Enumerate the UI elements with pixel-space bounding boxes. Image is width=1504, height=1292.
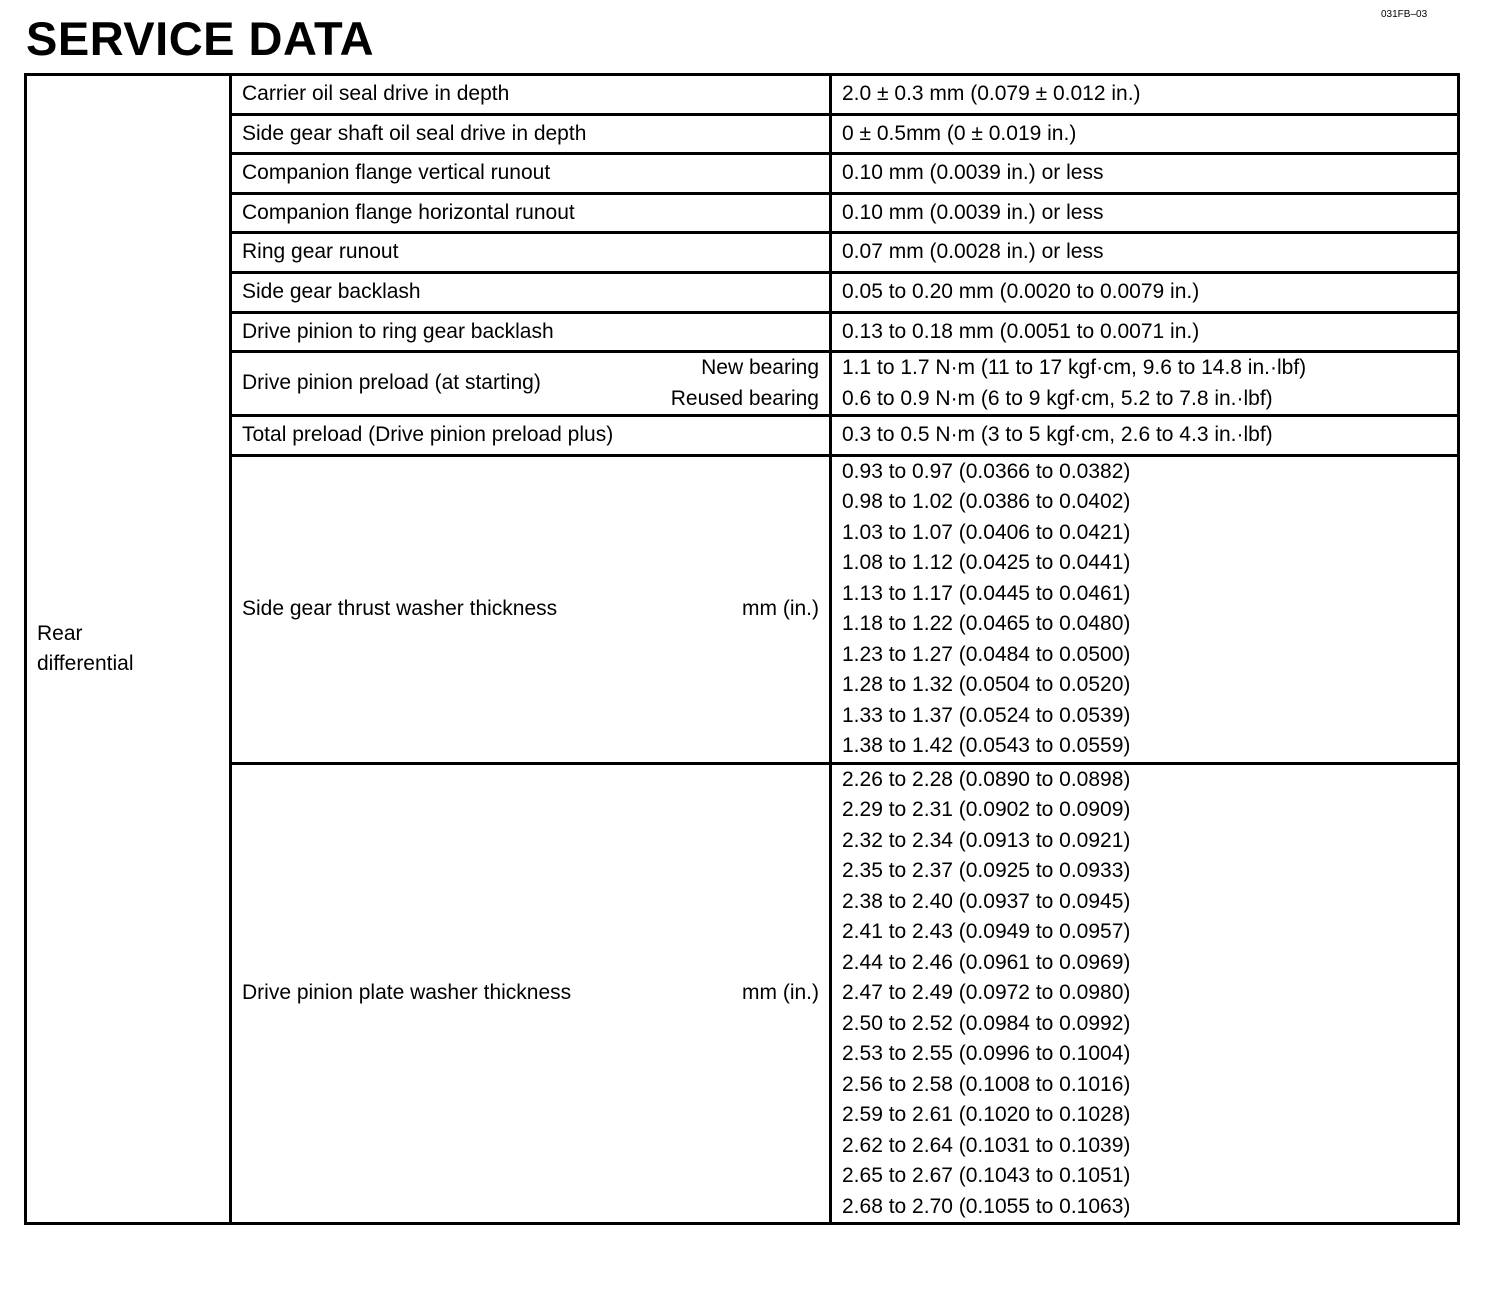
item-cell bbox=[231, 455, 831, 763]
table-row bbox=[26, 312, 1459, 352]
item-cell: Drive pinion to ring gear backlash bbox=[231, 312, 831, 352]
value-cell: 0.13 to 0.18 mm (0.0051 to 0.0071 in.) bbox=[831, 312, 1459, 352]
table-row bbox=[26, 233, 1459, 273]
table-row-thrust-washer bbox=[26, 455, 1459, 763]
value-cell: 0 ± 0.5mm (0 ± 0.019 in.) bbox=[831, 114, 1459, 154]
thrust-washer-value: 1.08 to 1.12 (0.0425 to 0.0441) bbox=[842, 551, 1131, 575]
plate-washer-label: Drive pinion plate washer thickness bbox=[242, 981, 572, 1005]
plate-washer-value: 2.38 to 2.40 (0.0937 to 0.0945) bbox=[842, 889, 1131, 913]
document-code: 031FB–03 bbox=[1381, 9, 1428, 20]
thrust-washer-value: 1.03 to 1.07 (0.0406 to 0.0421) bbox=[842, 520, 1131, 544]
table-row bbox=[26, 75, 1459, 115]
preload-value: 0.6 to 0.9 N·m (6 to 9 kgf·cm, 5.2 to 7.8 in.·lbf) bbox=[842, 386, 1273, 410]
unit-label: mm (in.) bbox=[742, 981, 819, 1005]
plate-washer-value: 2.59 to 2.61 (0.1020 to 0.1028) bbox=[842, 1103, 1131, 1127]
item-cell: Side gear backlash bbox=[231, 272, 831, 312]
category-label: Rear bbox=[37, 621, 83, 645]
item-cell bbox=[231, 352, 831, 416]
thrust-washer-value: 0.93 to 0.97 (0.0366 to 0.0382) bbox=[842, 459, 1131, 483]
plate-washer-value: 2.53 to 2.55 (0.0996 to 0.1004) bbox=[842, 1042, 1131, 1066]
condition-label: Reused bearing bbox=[670, 386, 819, 410]
plate-washer-value: 2.26 to 2.28 (0.0890 to 0.0898) bbox=[842, 767, 1131, 791]
value-cell: 0.05 to 0.20 mm (0.0020 to 0.0079 in.) bbox=[831, 272, 1459, 312]
plate-washer-value: 2.44 to 2.46 (0.0961 to 0.0969) bbox=[842, 950, 1131, 974]
thrust-washer-value: 1.13 to 1.17 (0.0445 to 0.0461) bbox=[842, 581, 1131, 605]
page-title: SERVICE DATA bbox=[26, 12, 375, 65]
plate-washer-value: 2.68 to 2.70 (0.1055 to 0.1063) bbox=[842, 1194, 1131, 1218]
thrust-washer-label: Side gear thrust washer thickness bbox=[242, 597, 558, 620]
thrust-washer-value: 1.33 to 1.37 (0.0524 to 0.0539) bbox=[842, 703, 1131, 727]
category-label: differential bbox=[37, 652, 134, 676]
value-cell: 2.0 ± 0.3 mm (0.079 ± 0.012 in.) bbox=[831, 75, 1459, 115]
item-cell: Ring gear runout bbox=[231, 233, 831, 273]
table-row bbox=[26, 154, 1459, 194]
plate-washer-value: 2.50 to 2.52 (0.0984 to 0.0992) bbox=[842, 1011, 1131, 1035]
plate-washer-value: 2.56 to 2.58 (0.1008 to 0.1016) bbox=[842, 1072, 1131, 1096]
table-row bbox=[26, 114, 1459, 154]
value-cell: 0.10 mm (0.0039 in.) or less bbox=[831, 193, 1459, 233]
plate-washer-value: 2.62 to 2.64 (0.1031 to 0.1039) bbox=[842, 1133, 1131, 1157]
value-cell bbox=[831, 455, 1459, 763]
item-cell: Companion flange horizontal runout bbox=[231, 193, 831, 233]
preload-item-label: Drive pinion preload (at starting) bbox=[242, 371, 541, 395]
category-cell bbox=[26, 75, 231, 1224]
item-cell bbox=[231, 763, 831, 1224]
value-cell: 0.10 mm (0.0039 in.) or less bbox=[831, 154, 1459, 194]
item-cell: Carrier oil seal drive in depth bbox=[231, 75, 831, 115]
thrust-washer-value: 1.38 to 1.42 (0.0543 to 0.0559) bbox=[842, 734, 1131, 758]
table-row-plate-washer bbox=[26, 763, 1459, 1224]
item-cell: Total preload (Drive pinion preload plus) bbox=[231, 416, 831, 456]
preload-value: 1.1 to 1.7 N·m (11 to 17 kgf·cm, 9.6 to 14.8 in.·lbf) bbox=[842, 356, 1307, 380]
condition-label: New bearing bbox=[701, 356, 819, 380]
table-row bbox=[26, 193, 1459, 233]
table-row bbox=[26, 416, 1459, 456]
item-cell: Companion flange vertical runout bbox=[231, 154, 831, 194]
value-cell bbox=[831, 763, 1459, 1224]
plate-washer-value: 2.32 to 2.34 (0.0913 to 0.0921) bbox=[842, 828, 1131, 852]
value-cell: 0.3 to 0.5 N·m (3 to 5 kgf·cm, 2.6 to 4.3 in.·lbf) bbox=[831, 416, 1459, 456]
value-cell bbox=[831, 352, 1459, 416]
plate-washer-value: 2.47 to 2.49 (0.0972 to 0.0980) bbox=[842, 981, 1131, 1005]
value-cell: 0.07 mm (0.0028 in.) or less bbox=[831, 233, 1459, 273]
thrust-washer-value: 1.18 to 1.22 (0.0465 to 0.0480) bbox=[842, 612, 1131, 636]
plate-washer-value: 2.29 to 2.31 (0.0902 to 0.0909) bbox=[842, 798, 1131, 822]
plate-washer-value: 2.65 to 2.67 (0.1043 to 0.1051) bbox=[842, 1164, 1131, 1188]
unit-label: mm (in.) bbox=[742, 597, 819, 620]
thrust-washer-value: 0.98 to 1.02 (0.0386 to 0.0402) bbox=[842, 490, 1131, 514]
table-row bbox=[26, 272, 1459, 312]
thrust-washer-value: 1.28 to 1.32 (0.0504 to 0.0520) bbox=[842, 673, 1131, 697]
table-row-preload bbox=[26, 352, 1459, 416]
plate-washer-value: 2.35 to 2.37 (0.0925 to 0.0933) bbox=[842, 859, 1131, 883]
item-cell: Side gear shaft oil seal drive in depth bbox=[231, 114, 831, 154]
plate-washer-value: 2.41 to 2.43 (0.0949 to 0.0957) bbox=[842, 920, 1131, 944]
thrust-washer-value: 1.23 to 1.27 (0.0484 to 0.0500) bbox=[842, 642, 1131, 666]
service-data-table bbox=[24, 73, 1460, 1225]
